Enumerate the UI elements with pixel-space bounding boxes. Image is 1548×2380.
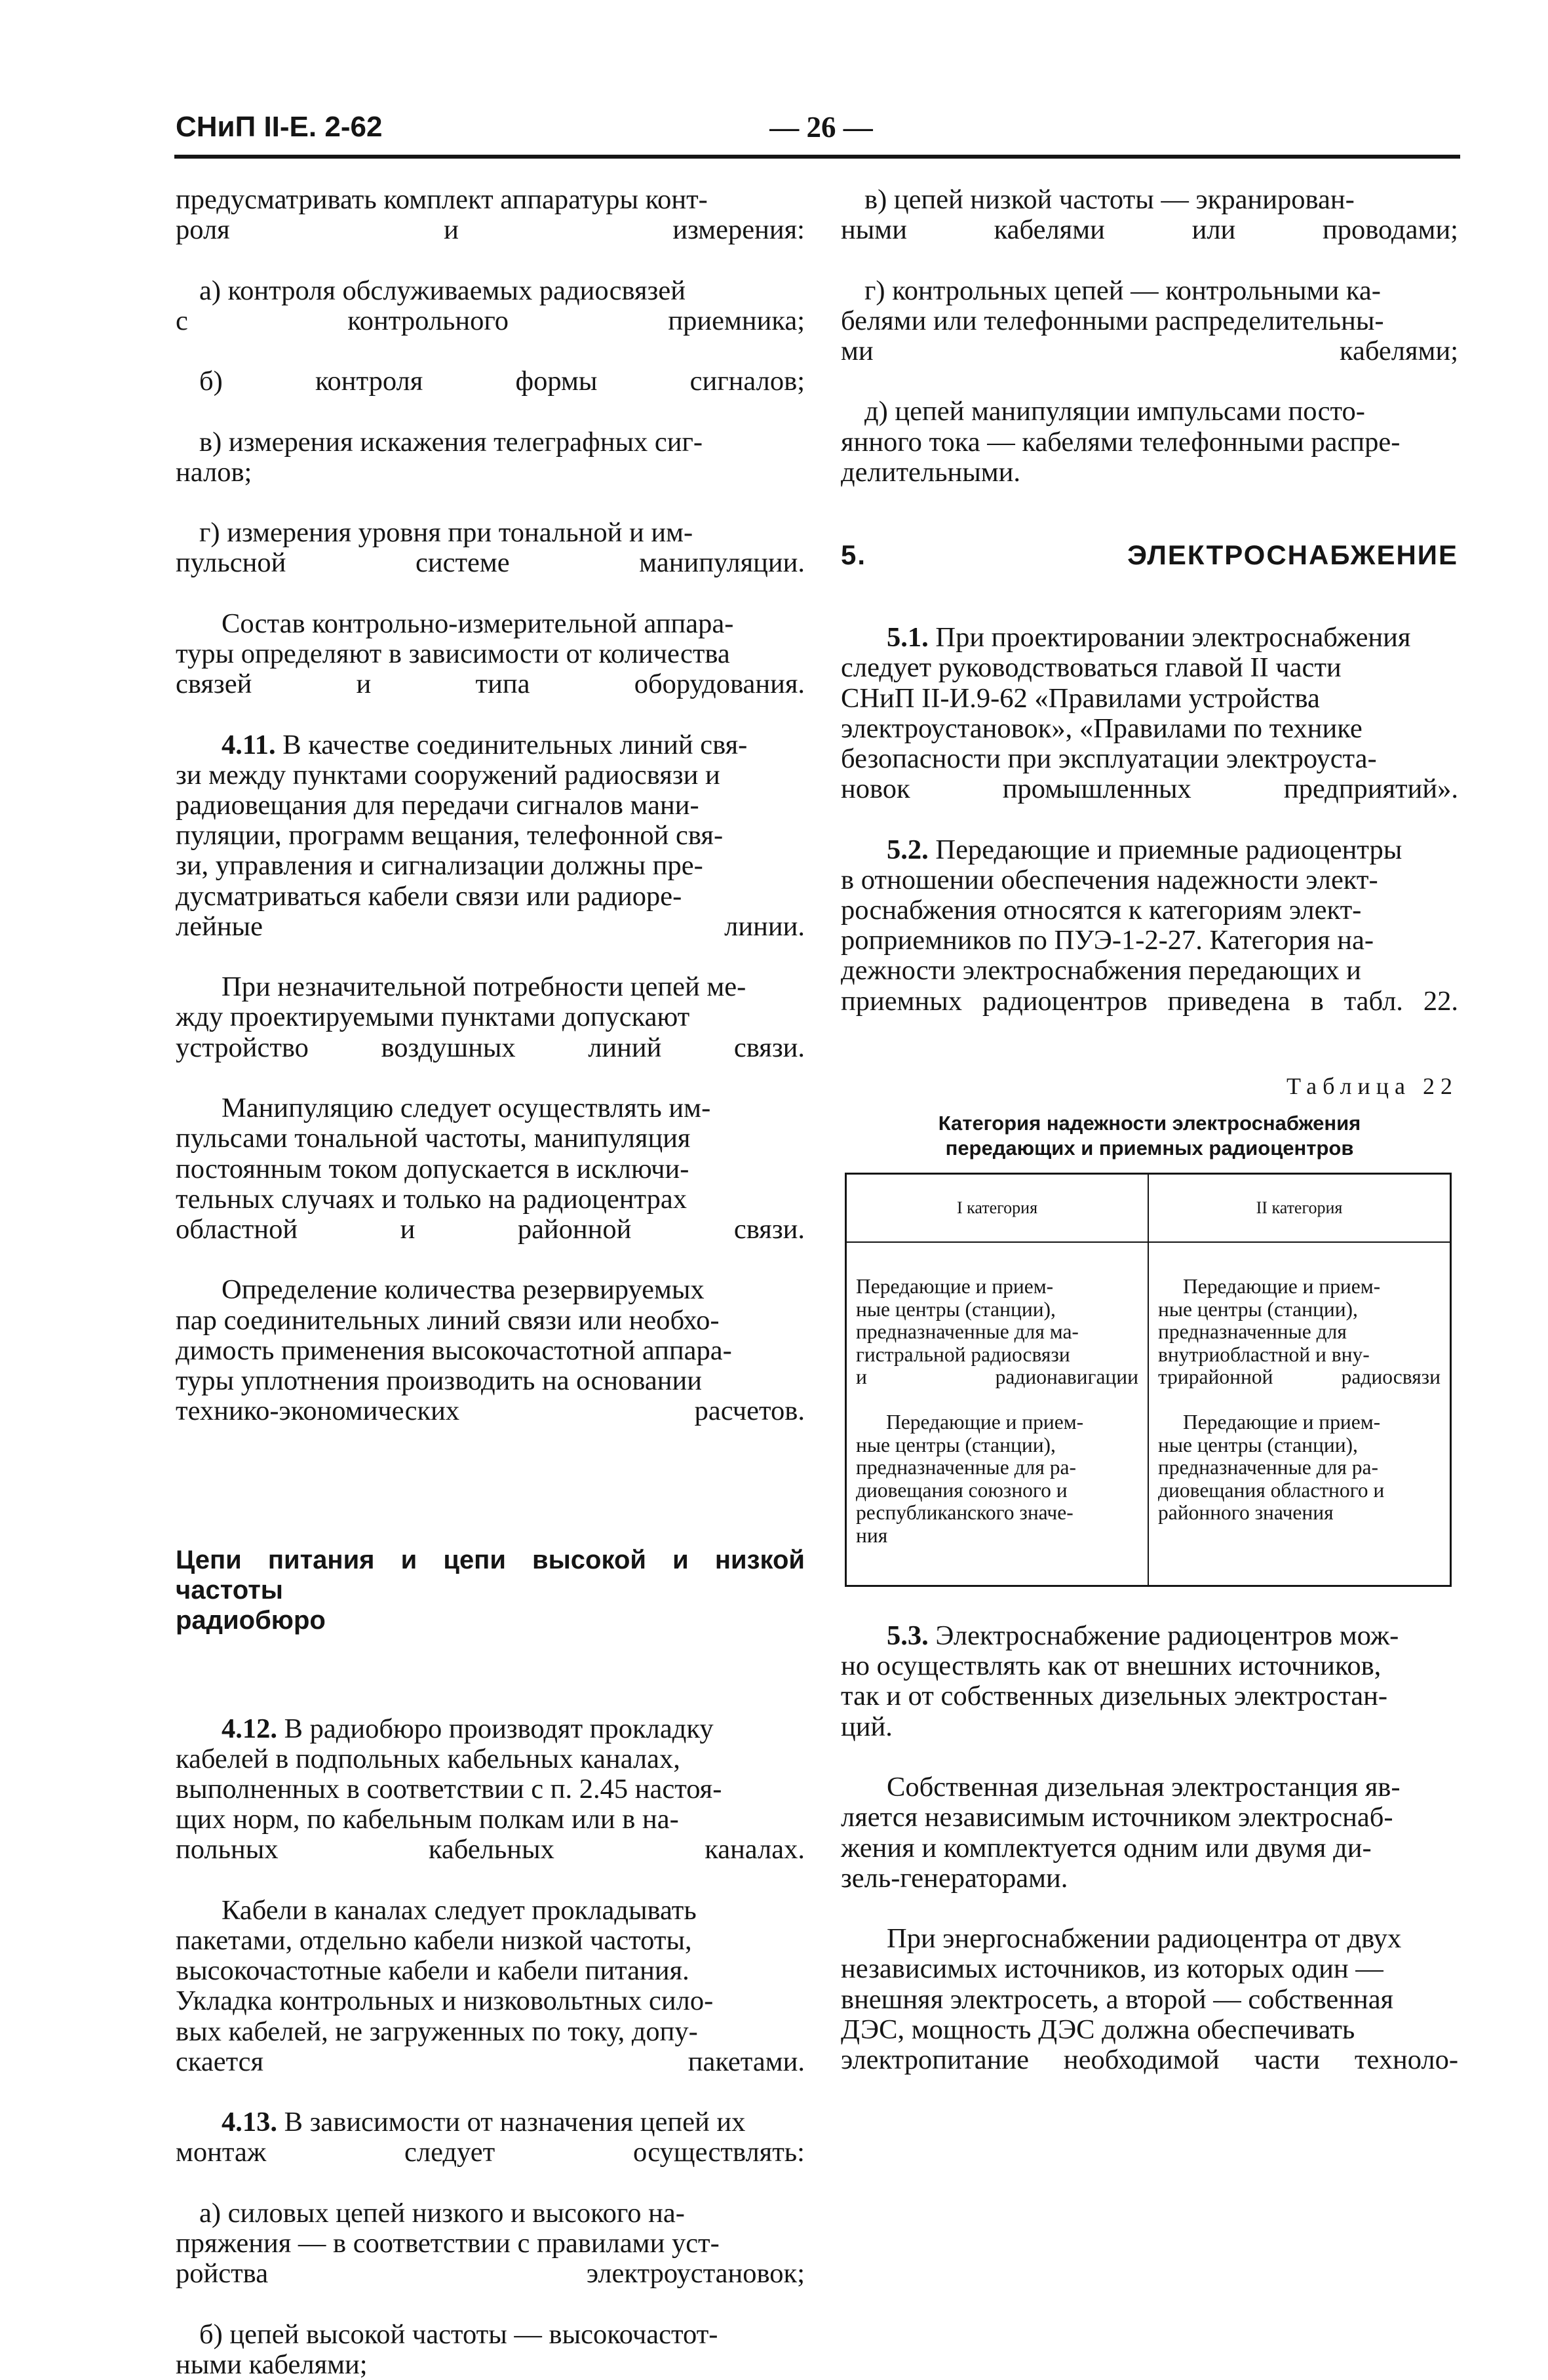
left-column [176, 185, 805, 2380]
clause-4-12 [176, 1714, 805, 1896]
after-table-block [841, 1621, 1458, 2105]
list-item-g2: г) контрольных цепей — контрольными ка- белями или телефонными распределительны- ми кабелями; [841, 275, 1458, 367]
paragraph-manipulation: Манипуляцию следует осуществлять им- пульсами тональной частоты, манипуляция постоянным током допускается в исключи- тельных случаях и только на радиоцентрах областной и районной связи. [176, 1093, 805, 1245]
clause-5-2 [841, 835, 1458, 1047]
clause-number: 5.3. [887, 1620, 929, 1652]
clause-number: 5.2. [887, 834, 929, 865]
table-cell [1148, 1242, 1451, 1586]
clause-text: Электроснабжение радиоцентров мож- но осуществлять как от внешних источников, так и от собственных дизельных электростан- ций. [841, 1620, 1399, 1742]
clause-text: Передающие и приемные радиоцентры в отношении обеспечения надежности элект- роснабжения относятся к категориям элект- роприемников по ПУЭ-1-2-27. Категория на- дежности электроснабжения передающих и приемных радиоцентров приведена в табл. 22. [841, 834, 1458, 1017]
table-header-cell: II категория [1148, 1174, 1451, 1243]
list-item-b: б) контроля формы сигналов; [199, 366, 805, 397]
cell-paragraph: Передающие и прием- ные центры (станции), предназначенные для ра- диовещания областного и районного значения [1158, 1411, 1385, 1525]
list-item-b2: б) цепей высокой частоты — высокочастот- ными кабелями; [176, 2318, 718, 2380]
list-item-g: г) измерения уровня при тональной и им- пульсной системе манипуляции. [176, 517, 805, 579]
paragraph-pri: При незначительной потребности цепей ме- жду проектируемыми пунктами допускают устройство воздушных линий связи. [176, 971, 805, 1063]
clause-text: В качестве соединительных линий свя- зи между пунктами сооружений радиосвязи и радиовещания для передачи сигналов мани- пуляции, программ вещания, телефонной свя- зи, управления и сигнализации должны пре- дусматриваться кабели связи или радиоре- лейные линии. [176, 729, 805, 942]
paragraph-energosnabzhenie: При энергоснабжении радиоцентра от двух независимых источников, из которых один — внешняя электросеть, а второй — собственная ДЭС, мощность ДЭС должна обеспечивать электропитание необходимой части техноло- [841, 1923, 1458, 2075]
list-item-v2: в) цепей низкой частоты — экранирован- ными кабелями или проводами; [841, 184, 1458, 246]
cell-paragraph: Передающие и прием- ные центры (станции), предназначенные для внутриобластной и вну- трирайонной радиосвязи [1158, 1275, 1441, 1389]
clause-text: В радиобюро производят прокладку кабелей в подпольных кабельных каналах, выполненных в соответствии с п. 2.45 настоя- щих норм, по кабельным полкам или в на- польных кабельных каналах. [176, 1713, 805, 1865]
clause-5-3 [841, 1621, 1458, 1772]
cell-paragraph: Передающие и прием- ные центры (станции), предназначенные для ра- диовещания союзного и республиканского значе- ния [856, 1411, 1084, 1547]
document-code: СНиП II-Е. 2-62 [176, 111, 383, 143]
clause-number: 5.1. [887, 622, 929, 654]
reliability-table [845, 1173, 1452, 1587]
clause-4-11 [176, 730, 805, 973]
cell-paragraph: Передающие и прием- ные центры (станции), предназначенные для ма- гистральной радиосвязи и радионавигации [856, 1275, 1138, 1389]
subsection-heading: Цепи питания и цепи высокой и низкой частоты радиобюро [176, 1545, 805, 1635]
list-item-a: а) контроля обслуживаемых радиосвязей с контрольного приемника; [176, 275, 805, 336]
paragraph-sostav: Состав контрольно-измерительной аппара- туры определяют в зависимости от количества связей и типа оборудования. [176, 608, 805, 700]
table-title: Категория надежности электроснабжения передающих и приемных радиоцентров [938, 1112, 1361, 1160]
clause-number: 4.11. [222, 729, 276, 760]
section-title: 5. ЭЛЕКТРОСНАБЖЕНИЕ [841, 539, 1458, 571]
right-column [841, 185, 1458, 2105]
clause-text: При проектировании электроснабжения следует руководствоваться главой II части СНиП II-И.9-62 «Правилами устройства электроустановок», «Правилами по технике безопасности при эксплуатации электроуста- новок промышленных предприятий». [841, 622, 1458, 805]
page-number: — 26 — [769, 111, 873, 144]
table-row [846, 1242, 1451, 1586]
paragraph-kabeli: Кабели в каналах следует прокладывать пакетами, отдельно кабели низкой частоты, высокочастотные кабели и кабели питания. Укладка контрольных и низковольтных сило- вых кабелей, не загруженных по току, допу- скается пакетами. [176, 1894, 805, 2077]
paragraph-opredelenie: Определение количества резервируемых пар соединительных линий связи или необхо- димость применения высокочастотной аппара- туры уплотнения производить на основании технико-экономических расчетов. [176, 1274, 805, 1427]
list-item-v: в) измерения искажения телеграфных сиг- налов; [176, 426, 703, 488]
clause-4-13 [176, 2107, 805, 2198]
clause-number: 4.13. [222, 2107, 277, 2138]
paragraph-sobstvennaya: Собственная дизельная электростанция яв- ляется независимым источником электроснаб- жения и комплектуется одним или двумя ди- зель-генераторами. [841, 1772, 1401, 1894]
table-header-cell: I категория [846, 1174, 1149, 1243]
clause-text: В зависимости от назначения цепей их монтаж следует осуществлять: [176, 2107, 805, 2168]
list-item-a2: а) силовых цепей низкого и высокого на- пряжения — в соответствии с правилами уст- ройства электроустановок; [176, 2197, 805, 2290]
intro-text: предусматривать комплект аппаратуры конт- роля и измерения: [176, 184, 805, 246]
header-rule [174, 155, 1460, 159]
list-item-d2: д) цепей манипуляции импульсами посто- янного тока — кабелями телефонными распре- делительными. [841, 396, 1401, 488]
clause-5-1 [841, 623, 1458, 834]
table-cell [846, 1242, 1149, 1586]
clause-number: 4.12. [222, 1713, 277, 1744]
table-header-row [846, 1174, 1451, 1243]
table-label: Таблица 22 [1287, 1073, 1458, 1100]
